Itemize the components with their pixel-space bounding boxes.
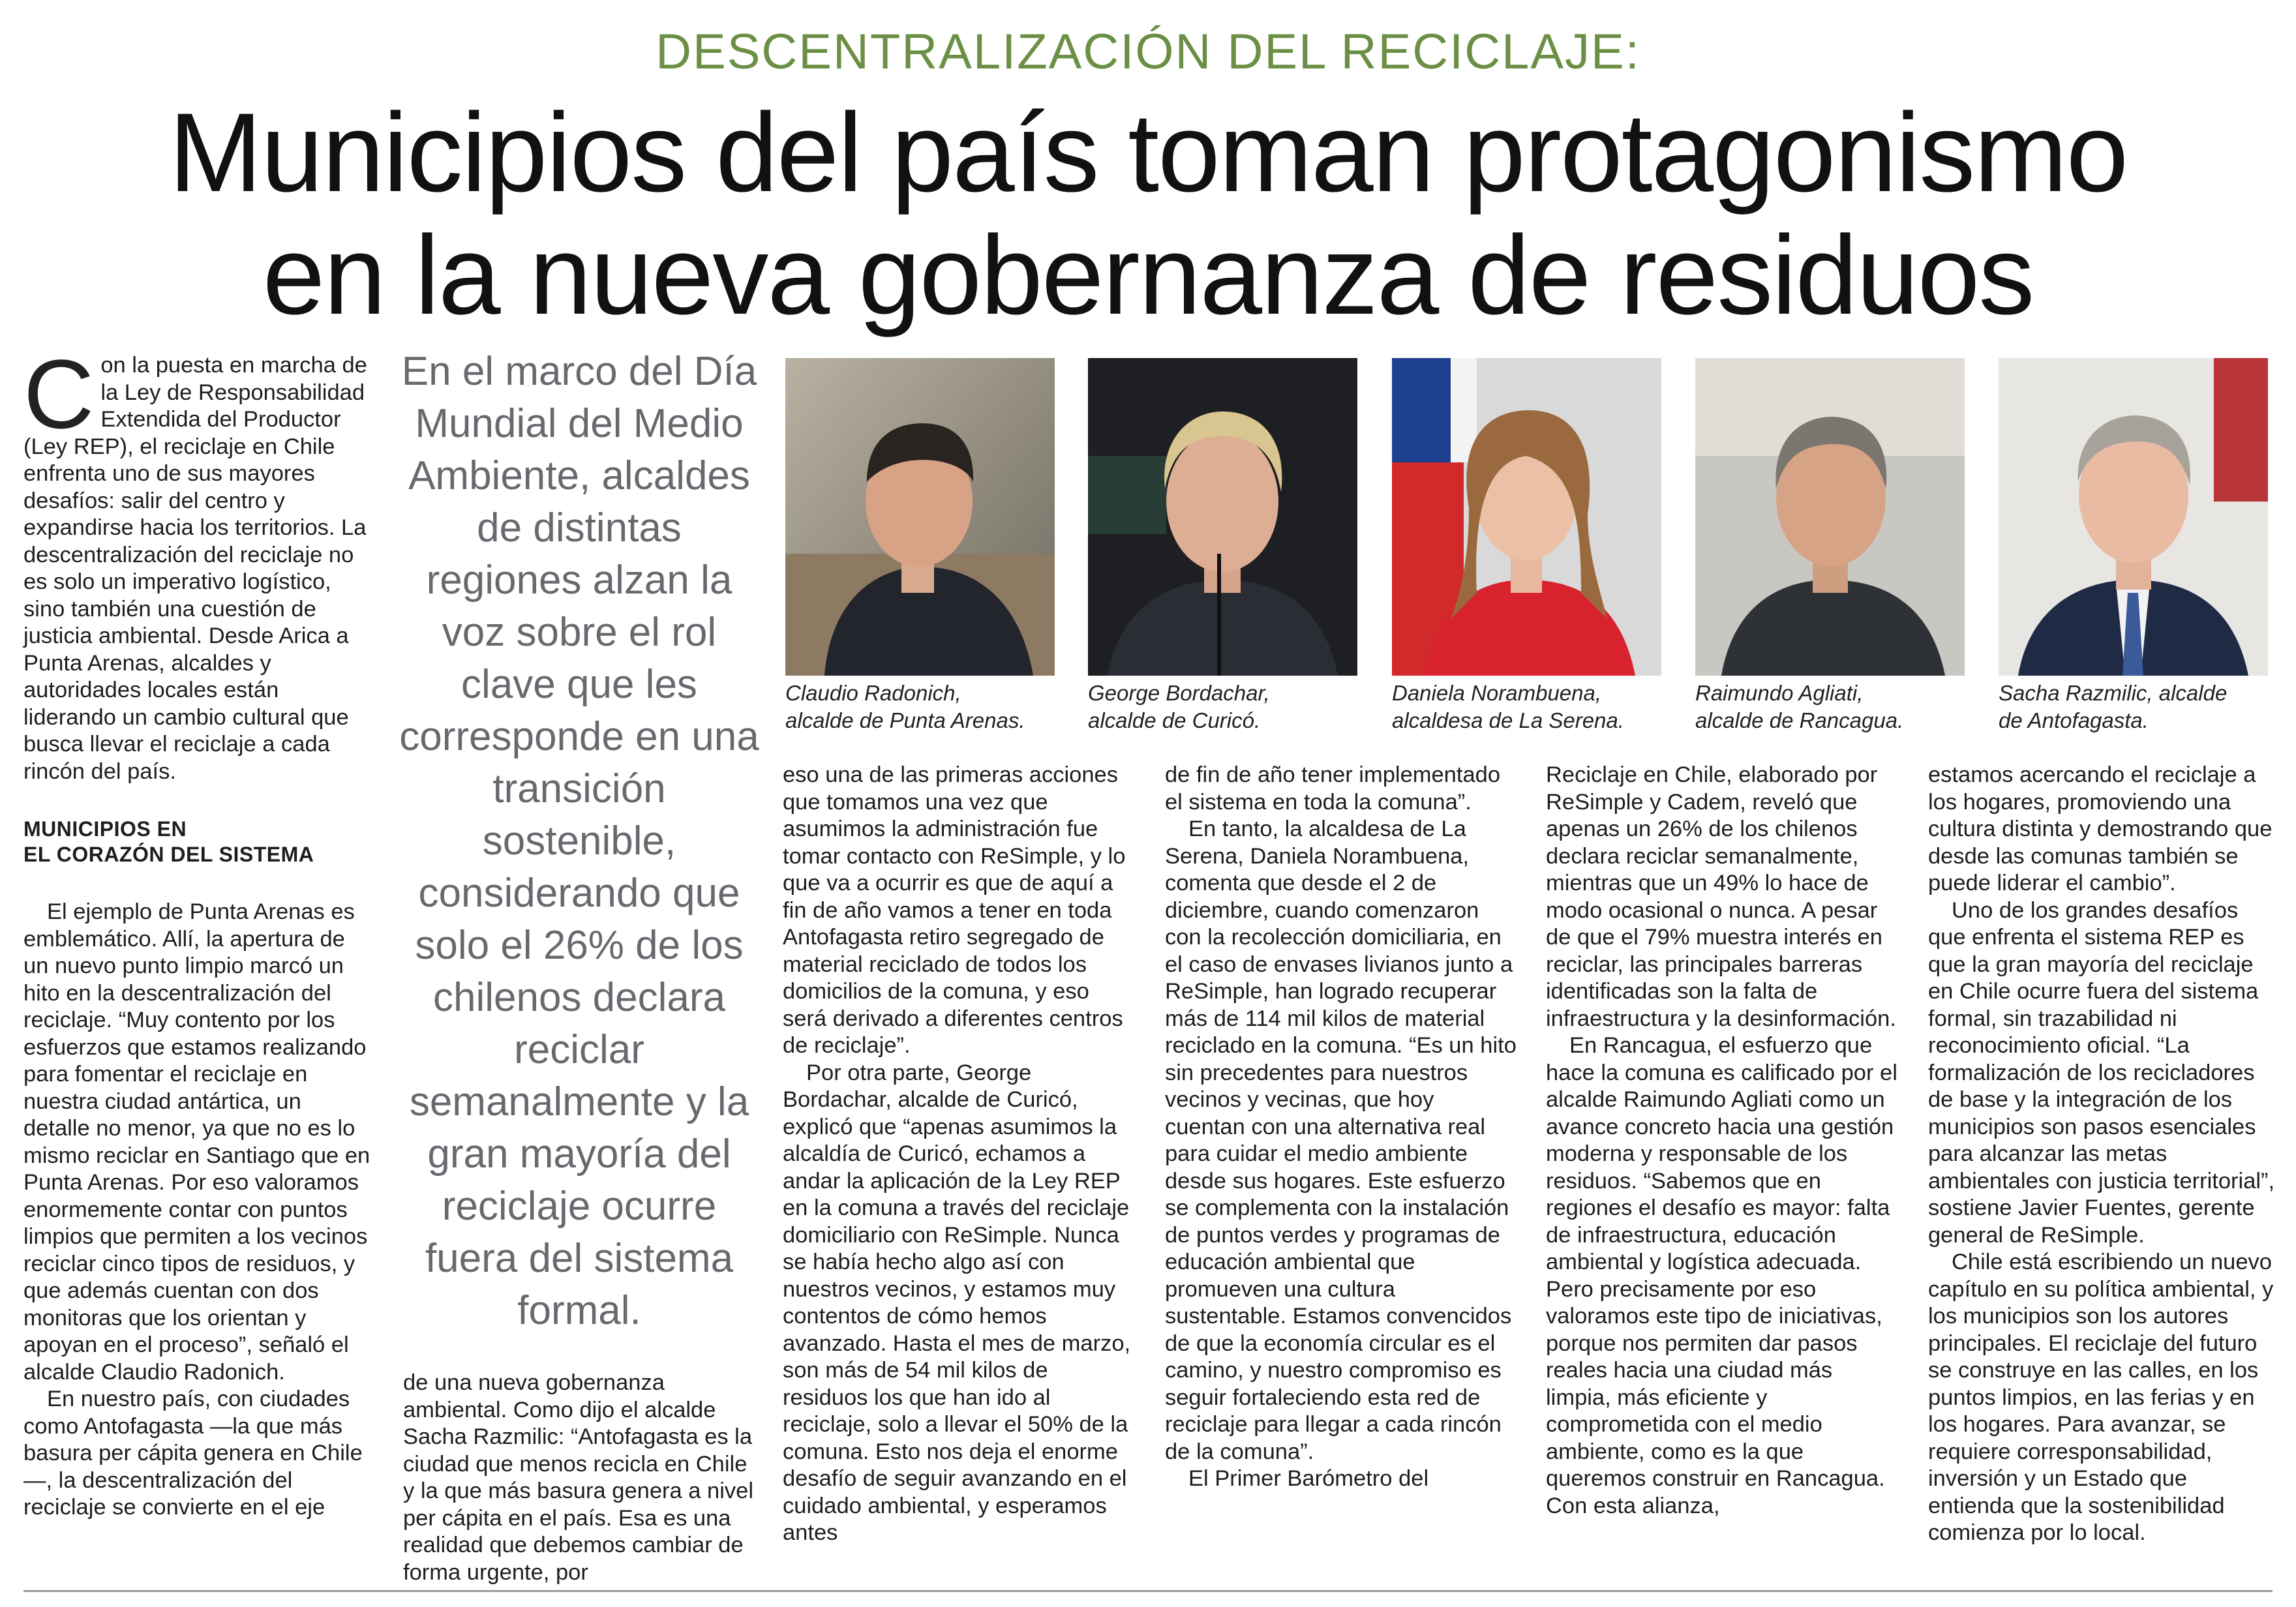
caption-role: alcalde de Punta Arenas. <box>785 708 1025 732</box>
photo-raimundo-agliati <box>1695 358 1965 676</box>
headline-line-2: en la nueva gobernanza de residuos <box>262 213 2034 338</box>
photo-caption-1 <box>785 680 1072 734</box>
photo-caption-3 <box>1392 680 1679 734</box>
photo-daniela-norambuena <box>1392 358 1661 676</box>
caption-name: Raimundo Agliati, <box>1695 681 1864 705</box>
caption-name: George Bordachar, <box>1088 681 1270 705</box>
article-column-6 <box>1928 762 2278 1547</box>
caption-name: Claudio Radonich, <box>785 681 961 705</box>
paragraph: de una nueva gobernanza ambiental. Como dijo el alcalde Sacha Razmilic: “Antofagasta es la ciudad que menos recicla en Chile y la que más basura genera a nivel per cápita en el país. Esa es una realidad que debemos cambiar de forma urgente, por <box>403 1370 753 1585</box>
paragraph: En nuestro país, con ciudades como Antofagasta —la que más basura per cápita genera en Chile—, la descentralización del reciclaje se convierte en el eje <box>23 1387 363 1520</box>
photo-caption-5 <box>1999 680 2286 734</box>
subhead-line-2: EL CORAZÓN DEL SISTEMA <box>23 843 314 866</box>
photo-sacha-razmilic <box>1999 358 2268 676</box>
bottom-rule <box>23 1590 2273 1592</box>
lead-paragraph <box>23 339 370 785</box>
article-column-2 <box>403 1370 755 1586</box>
section-subhead <box>23 817 370 867</box>
kicker: DESCENTRALIZACIÓN DEL RECICLAJE: <box>656 24 1640 80</box>
headline-line-1: Municipios del país toman protagonismo <box>168 90 2128 215</box>
article-column-5 <box>1546 762 1898 1520</box>
caption-role: alcaldesa de La Serena. <box>1392 708 1624 732</box>
paragraph: de fin de año tener implementado el sistema en toda la comuna”. <box>1165 762 1501 815</box>
photo-caption-2 <box>1088 680 1375 734</box>
paragraph: Reciclaje en Chile, elaborado por ReSimple y Cadem, reveló que apenas un 26% de los chilenos declara reciclar semanalmente, mientras que un 49% lo hace de modo ocasional o nunca. A pesar de que el 79% muestra interés en reciclar, las principales barreras identificadas son la falta de infraestructura y la desinformación. <box>1546 762 1896 1031</box>
caption-name: Daniela Norambuena, <box>1392 681 1602 705</box>
caption-name: Sacha Razmilic, alcalde <box>1999 681 2228 705</box>
lead-text: on la puesta en marcha de la Ley de Responsabilidad Extendida del Productor (Ley REP), el reciclaje en Chile enfrenta uno de sus mayores desafíos: salir del centro y expandirse hacia los territorios. La descentralización del reciclaje no es solo un imperativo logístico, sino también una cuestión de justicia ambiental. Desde Arica a Punta Arenas, alcaldes y autoridades locales están liderando un cambio cultural que busca llevar el reciclaje a cada rincón del país. <box>23 353 367 784</box>
article-column-3 <box>783 762 1135 1547</box>
paragraph: Uno de los grandes desafíos que enfrenta el sistema REP es que la gran mayoría del reciclaje en Chile ocurre fuera del sistema formal, sin trazabilidad ni reconocimiento oficial. “La formalización de los recicladores de base y la integración de los municipios son pasos esenciales para alcanzar las metas ambientales con justicia territorial”, sostiene Javier Fuentes, gerente general de ReSimple. <box>1928 897 2275 1248</box>
drop-cap: C <box>23 339 95 449</box>
caption-role: de Antofagasta. <box>1999 708 2149 732</box>
subhead-line-1: MUNICIPIOS EN <box>23 817 187 841</box>
paragraph: Chile está escribiendo un nuevo capítulo en su política ambiental, y los municipios son los autores principales. El reciclaje del futuro se construye en las calles, en los puntos limpios, en las ferias y en los hogares. Para avanzar, se requiere corresponsabilidad, inversión y un Estado que entienda que la sostenibilidad comienza por lo local. <box>1928 1250 2274 1545</box>
portrait-image <box>1695 358 1965 676</box>
photo-george-bordachar <box>1088 358 1357 676</box>
pull-quote: En el marco del Día Mundial del Medio Ambiente, alcaldes de distintas regiones alzan la voz sobre el rol clave que les corresponde en una transición sostenible, considerando que solo el 26% de los chilenos declara reciclar semanalmente y la gran mayoría del reciclaje ocurre fuera del sistema formal. <box>399 349 759 1333</box>
paragraph: El ejemplo de Punta Arenas es emblemático. Allí, la apertura de un nuevo punto limpio marcó un hito en la descentralización del reciclaje. “Muy contento por los esfuerzos que estamos realizando para fomentar el reciclaje en nuestra ciudad antártica, un detalle no menor, ya que no es lo mismo reciclar en Santiago que en Punta Arenas. Por eso valoramos enormemente contar con puntos limpios que permiten a los vecinos reciclar cinco tipos de residuos, y que además cuentan con dos monitoras que los orientan y apoyan en el proceso”, señaló el alcalde Claudio Radonich. <box>23 899 370 1385</box>
photo-caption-4 <box>1695 680 1982 734</box>
paragraph: En Rancagua, el esfuerzo que hace la comuna es calificado por el alcalde Raimundo Agliati como un avance concreto hacia una gestión moderna y responsable de los residuos. “Sabemos que en regiones el desafío es mayor: falta de infraestructura, educación ambiental y logística adecuada. Pero precisamente por eso valoramos este tipo de iniciativas, porque nos permiten dar pasos reales hacia una ciudad más limpia, más eficiente y comprometida con el medio ambiente, como es la que queremos construir en Rancagua. Con esta alianza, <box>1546 1033 1897 1518</box>
headline <box>0 91 2296 337</box>
portrait-image <box>785 358 1055 676</box>
portrait-image <box>1392 358 1661 676</box>
paragraph: eso una de las primeras acciones que tomamos una vez que asumimos la administración fue tomar contacto con ReSimple, y lo que va a ocurrir es que de aquí a fin de año vamos a tener en toda Antofagasta retiro segregado de material reciclado de todos los domicilios de la comuna, y eso será derivado a diferentes centros de reciclaje”. <box>783 762 1126 1058</box>
caption-role: alcalde de Curicó. <box>1088 708 1261 732</box>
paragraph: Por otra parte, George Bordachar, alcalde de Curicó, explicó que “apenas asumimos la alcaldía de Curicó, echamos a andar la aplicación de la Ley REP en la comuna a través del reciclaje domiciliario con ReSimple. Nunca se había hecho algo así con nuestros vecinos, y estamos muy contentos de cómo hemos avanzado. Hasta el mes de marzo, son más de 54 mil kilos de residuos los que han ido al reciclaje, solo a llevar el 50% de la comuna. Esto nos deja el enorme desafío de seguir avanzando en el cuidado ambiental, y esperamos antes <box>783 1060 1131 1545</box>
article-column-4 <box>1165 762 1517 1493</box>
article-column-1 <box>23 339 370 1522</box>
portrait-image <box>1999 358 2268 676</box>
paragraph: El Primer Barómetro del <box>1188 1466 1429 1491</box>
paragraph: En tanto, la alcaldesa de La Serena, Daniela Norambuena, comenta que desde el 2 de diciembre, cuando comenzaron con la recolección domiciliaria, en el caso de envases livianos junto a ReSimple, han logrado recuperar más de 114 mil kilos de material reciclado en la comuna. “Es un hito sin precedentes para nuestros vecinos y vecinas, que hoy cuentan con una alternativa real para cuidar el medio ambiente desde sus hogares. Este esfuerzo se complementa con la instalación de puntos verdes y programas de educación ambiental que promueven una cultura sustentable. Estamos convencidos de que la economía circular es el camino, y nuestro compromiso es seguir fortaleciendo esta red de reciclaje para llegar a cada rincón de la comuna”. <box>1165 817 1517 1464</box>
paragraph: estamos acercando el reciclaje a los hogares, promoviendo una cultura distinta y demostrando que desde las comunas también se puede liderar el cambio”. <box>1928 762 2273 895</box>
photo-claudio-radonich <box>785 358 1055 676</box>
caption-role: alcalde de Rancagua. <box>1695 708 1904 732</box>
portrait-image <box>1088 358 1357 676</box>
